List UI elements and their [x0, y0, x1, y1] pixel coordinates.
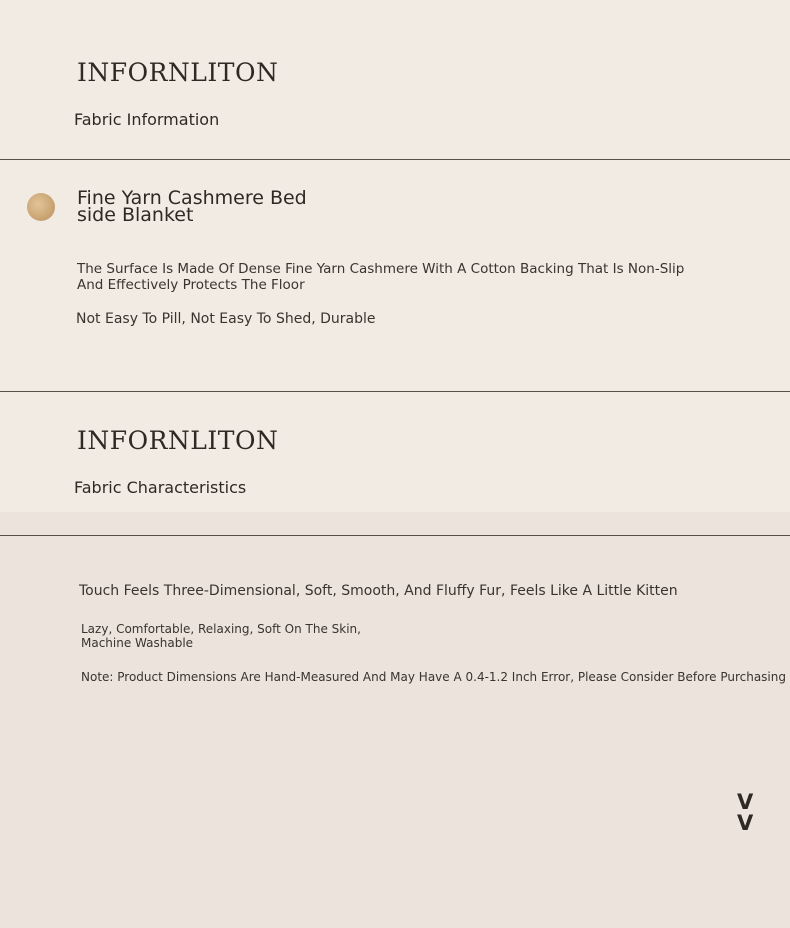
characteristic-comfort: Lazy, Comfortable, Relaxing, Soft On The Skin, Machine Washable: [81, 622, 361, 650]
chevron-down-icon-2: V: [737, 811, 754, 835]
divider-3: [0, 535, 790, 536]
product-title: Fine Yarn Cashmere Bed side Blanket: [77, 187, 307, 226]
measurement-note: Note: Product Dimensions Are Hand-Measured And May Have A 0.4-1.2 Inch Error, Please Consider Before Purchasing: [81, 670, 786, 684]
chevron-down-icon: V: [737, 790, 754, 814]
section-logo-information: INFORNLITON: [77, 58, 279, 87]
divider-2: [0, 391, 790, 392]
characteristic-touch: Touch Feels Three-Dimensional, Soft, Smooth, And Fluffy Fur, Feels Like A Little Kitten: [79, 583, 678, 599]
section-subtitle-information: Fabric Information: [74, 110, 220, 129]
section-logo-characteristics: INFORNLITON: [77, 426, 279, 455]
product-feature: Not Easy To Pill, Not Easy To Shed, Durable: [76, 311, 376, 327]
section-subtitle-characteristics: Fabric Characteristics: [74, 478, 247, 497]
fabric-swatch-icon: [27, 193, 55, 221]
product-description: The Surface Is Made Of Dense Fine Yarn Cashmere With A Cotton Backing That Is Non-Slip And Effectively Protects The Floor: [77, 261, 685, 293]
lower-background: [0, 512, 790, 928]
divider-1: [0, 159, 790, 160]
